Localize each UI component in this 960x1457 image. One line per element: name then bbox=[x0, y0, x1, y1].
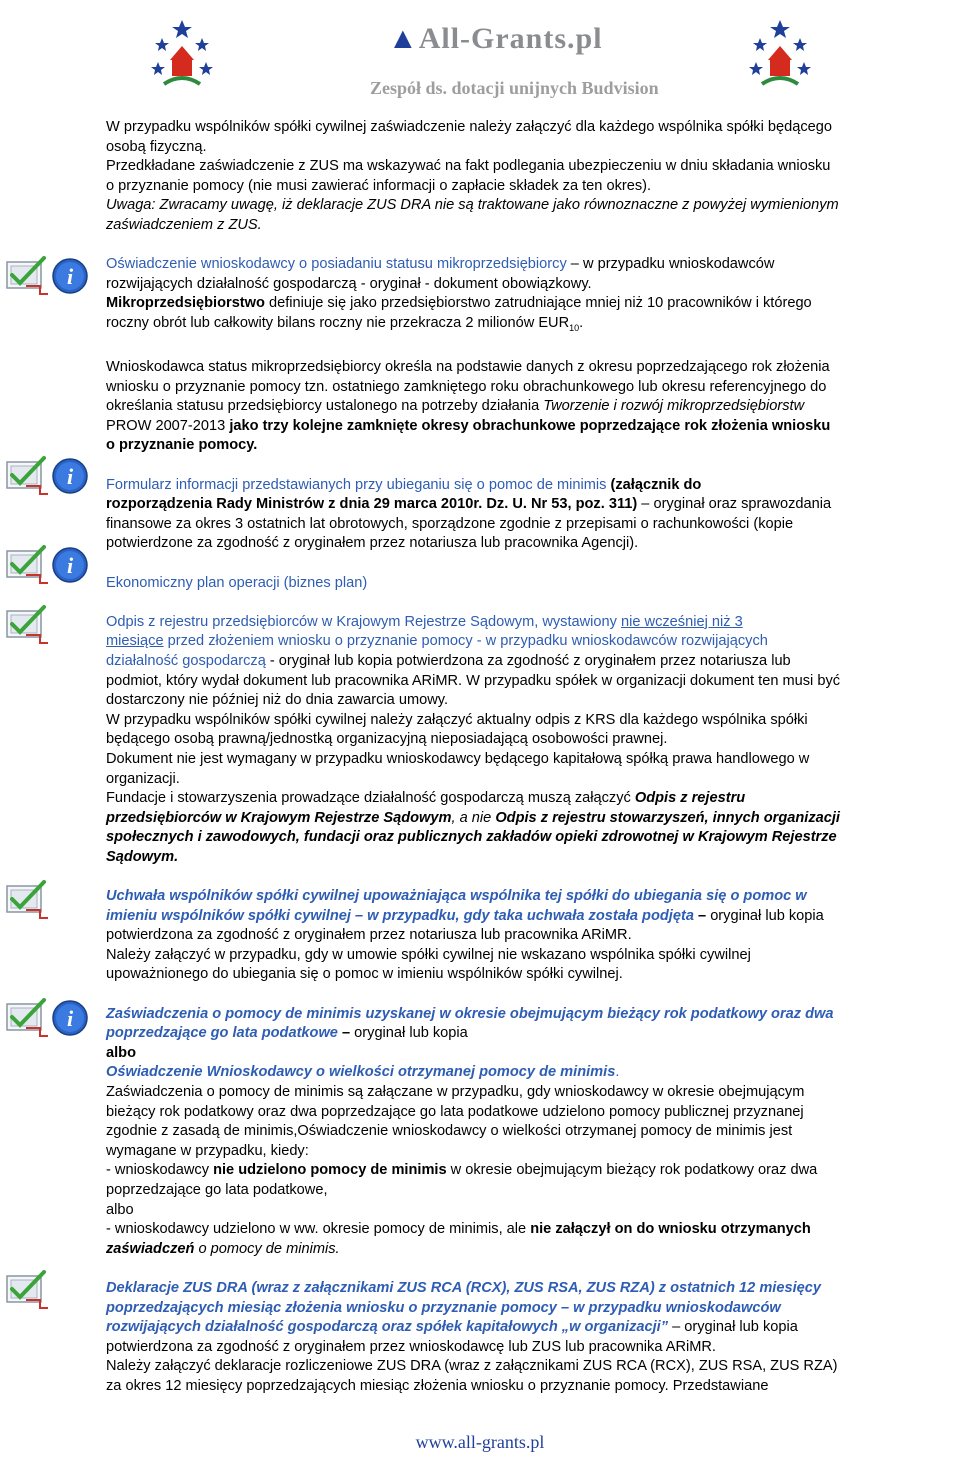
text-span: w przypadku wnioskodawców bbox=[582, 256, 775, 273]
text-span: oryginał lub kopia bbox=[710, 907, 824, 924]
text-line: Należy załączyć deklaracje rozliczeniowe ZUS DRA (wraz z załącznikami ZUS RCA (RCX), ZUS RSA, ZUS RZA) bbox=[106, 1358, 838, 1375]
text-line: albo bbox=[106, 1201, 134, 1218]
business-plan-block bbox=[106, 574, 960, 594]
text-line: Wnioskodawca status mikroprzedsiębiorcy określa na podstawie danych z okresu poprzedzającego rok złożenia bbox=[106, 359, 830, 376]
text-line: W przypadku wspólników spółki cywilnej zaświadczenie należy załączyć dla każdego wspólnika spółki będącego bbox=[106, 119, 832, 135]
text-span: – bbox=[693, 907, 711, 924]
section-title: Odpis z rejestru przedsiębiorców w Krajowym Rejestrze Sądowym bbox=[106, 613, 535, 630]
text-line: potwierdzone za zgodność z oryginałem przez notariusza lub pracownika Agencji). bbox=[106, 535, 639, 552]
bold-italic-span: Odpis z rejestru bbox=[634, 790, 746, 807]
underlined-span: miesiące bbox=[106, 633, 164, 650]
section-title: poprzedzające go lata podatkowe bbox=[106, 1025, 338, 1042]
info-icon bbox=[52, 258, 90, 296]
section-title: Formularz informacji przedstawianych przy ubieganiu się o pomoc de minimis bbox=[106, 476, 607, 493]
text-line: o przyznanie pomocy (nie musi zawierać informacji o zapłacie składek za ten okres). bbox=[106, 177, 652, 194]
text-line: Dokument nie jest wymagany w przypadku wnioskodawcy będącego kapitałową spółką prawa handlowego w bbox=[106, 750, 810, 767]
page-header bbox=[0, 0, 960, 110]
text-line: albo bbox=[106, 1044, 136, 1061]
text-span: – oryginał lub kopia bbox=[668, 1319, 798, 1336]
note-line: Uwaga: Zwracamy uwagę, iż deklaracje ZUS DRA nie są traktowane jako równoznaczne z powyżej wymienionym bbox=[106, 197, 839, 214]
underlined-span: nie wcześniej niż 3 bbox=[621, 613, 743, 630]
text-line: potwierdzona za zgodność z oryginałem przez wnioskodawcę lub ZUS lub pracownika ARiMR. bbox=[106, 1338, 716, 1355]
de-minimis-form-block bbox=[106, 476, 960, 554]
text-line: finansowe za okres 3 ostatnich lat obrotowych, sporządzone zgodnie z przepisami o rachunkowości (kopie bbox=[106, 515, 794, 532]
text-span: o pomocy de minimis. bbox=[194, 1240, 340, 1257]
text-span: – bbox=[337, 1025, 355, 1042]
text-span: oryginał lub kopia bbox=[354, 1025, 468, 1042]
text-line: osobą fizyczną. bbox=[106, 138, 207, 155]
checklist-icon bbox=[4, 880, 50, 922]
bold-span: nie udzielono pomocy de minimis bbox=[213, 1162, 447, 1179]
text-span: przed złożeniem wniosku o przyznanie pomocy - w przypadku wnioskodawców rozwijających bbox=[163, 633, 768, 650]
text-span: - oryginał lub kopia potwierdzona za zgodność z oryginałem przez notariusza lub bbox=[265, 652, 791, 669]
info-icon bbox=[52, 1000, 90, 1038]
text-span: - wnioskodawcy bbox=[106, 1162, 214, 1179]
krs-extract-block bbox=[106, 613, 960, 868]
section-title: Oświadczenie wnioskodawcy o posiadaniu statusu mikroprzedsiębiorcy bbox=[106, 256, 567, 273]
section-title: Oświadczenie Wnioskodawcy o wielkości otrzymanej pomocy de minimis bbox=[106, 1064, 616, 1081]
text-span: określania statusu przedsiębiorcy ustalonego na potrzeby działania bbox=[106, 398, 544, 415]
text-line: rozwijających działalność gospodarczą - oryginał - dokument obowiązkowy. bbox=[106, 275, 592, 292]
text-line: zgodnie z zasadą de minimis,Oświadczenie wnioskodawcy o wielkości otrzymanej pomocy de minimis jest bbox=[106, 1123, 793, 1140]
section-title: poprzedzających miesiąc złożenia wniosku o przyznanie pomocy – w przypadku wnioskodawców bbox=[106, 1299, 781, 1316]
text-line: Sądowym. bbox=[106, 848, 179, 865]
info-icon bbox=[52, 458, 90, 496]
text-line: o przyznanie pomocy. bbox=[106, 437, 258, 454]
checklist-icon bbox=[4, 456, 50, 498]
brand-logo: ▲All-Grants.pl bbox=[388, 22, 603, 55]
text-line: upoważnionego do ubiegania się o pomoc w imieniu wspólników spółki cywilnej. bbox=[106, 966, 623, 983]
text-line: Należy załączyć w przypadku, gdy w umowie spółki cywilnej nie wskazano wspólnika spółki cywilnej bbox=[106, 946, 751, 963]
checklist-icon bbox=[4, 545, 50, 587]
text-span: - wnioskodawcy udzielono w ww. okresie pomocy de minimis, ale bbox=[106, 1221, 531, 1238]
brand-subtitle: Zespół ds. dotacji unijnych Budvision bbox=[370, 78, 659, 98]
text-line: organizacji. bbox=[106, 770, 180, 787]
section-title: rozwijających działalność gospodarczą oraz spółek kapitałowych „w organizacji” bbox=[106, 1319, 669, 1336]
checklist-icon bbox=[4, 605, 50, 647]
micro-enterprise-block bbox=[106, 255, 960, 338]
text-line: poprzedzające go lata podatkowe, bbox=[106, 1181, 328, 1198]
bold-span: nie załączył on do wniosku otrzymanych bbox=[530, 1221, 811, 1238]
text-span: , wystawiony bbox=[534, 613, 622, 630]
partners-resolution-block bbox=[106, 887, 960, 985]
section-title: Uchwała wspólników spółki cywilnej upoważniająca wspólnika tej spółki do ubiegania się o pomoc w bbox=[106, 888, 807, 905]
eu-emblem-left-icon bbox=[150, 14, 214, 92]
text-line: bieżący rok podatkowy oraz dwa poprzedzające go lata podatkowe udzielono pomocy publicznej przyznanej bbox=[106, 1103, 804, 1120]
bold-italic-span: Odpis z rejestru stowarzyszeń, innych organizacji bbox=[495, 809, 840, 826]
text-span: . bbox=[615, 1064, 620, 1081]
text-line: Zaświadczenia o pomocy de minimis są załączane w przypadku, gdy wnioskodawcy w okresie obejmującym bbox=[106, 1084, 805, 1100]
checklist-icon bbox=[4, 998, 50, 1040]
footer-url[interactable]: www.all-grants.pl bbox=[415, 1432, 545, 1452]
text-span: . bbox=[579, 314, 584, 331]
eu-emblem-right-icon bbox=[748, 14, 812, 92]
text-line: potwierdzona za zgodność z oryginałem przez notariusza lub pracownika ARiMR. bbox=[106, 927, 632, 944]
checklist-icon bbox=[4, 1270, 50, 1312]
text-line: społecznych i zawodowych, fundacji oraz publicznych zakładów opieki zdrowotnej w Krajowym Rejestrze bbox=[106, 829, 837, 846]
footnote-ref: 10 bbox=[569, 322, 580, 333]
status-determination-block bbox=[106, 358, 960, 456]
section-title: Zaświadczenia o pomocy de minimis uzyskanej w okresie obejmującym bieżący rok podatkowy oraz dwa bbox=[106, 1005, 834, 1022]
program-name: Tworzenie i rozwój mikroprzedsiębiorstw bbox=[543, 398, 805, 415]
bold-span: (załącznik do bbox=[606, 476, 702, 493]
text-line: podmiot, który wydał dokument lub pracownika ARiMR. W przypadku spółek w organizacji dokument ten musi być bbox=[106, 672, 841, 689]
text-span: w okresie obejmującym bieżący rok podatkowy oraz dwa bbox=[446, 1162, 818, 1179]
info-icon bbox=[52, 547, 90, 585]
zus-certificate-block bbox=[106, 118, 960, 236]
checklist-icon bbox=[4, 256, 50, 298]
note-line: zaświadczeniem z ZUS. bbox=[106, 216, 262, 233]
text-line: za okres 12 miesięcy poprzedzających miesiąc złożenia wniosku o przyznanie pomocy. Przedstawiane bbox=[106, 1377, 769, 1394]
text-line: W przypadku wspólników spółki cywilnej należy załączyć aktualny odpis z KRS dla każdego wspólnika spółki bbox=[106, 711, 808, 728]
zus-dra-block bbox=[106, 1279, 960, 1397]
text-line: będącego osobą prawną/jednostką organizacyjną nieposiadającą osobowości prawnej. bbox=[106, 731, 668, 748]
text-line: wniosku o przyznanie pomocy tzn. ostatniego zamkniętego roku obrachunkowego lub okresu referencyjnego do bbox=[106, 378, 827, 395]
bold-italic-span: zaświadczeń bbox=[106, 1240, 195, 1257]
bold-term: Mikroprzedsiębiorstwo bbox=[106, 295, 265, 312]
text-span: Fundacje i stowarzyszenia prowadzące działalność gospodarczą muszą załączyć bbox=[106, 790, 635, 807]
section-title: (biznes plan) bbox=[283, 574, 368, 591]
bold-span: rozporządzenia Rady Ministrów z dnia 29 marca 2010r. Dz. U. Nr 53, poz. 311) bbox=[106, 496, 638, 513]
bold-span: jako trzy kolejne zamknięte okresy obrachunkowe poprzedzające rok złożenia wniosku bbox=[229, 417, 831, 434]
text-span: działalność gospodarczą bbox=[106, 652, 266, 669]
text-span: definiuje się jako przedsiębiorstwo zatrudniające mniej niż 10 pracowników i którego bbox=[264, 295, 812, 312]
section-title: Ekonomiczny plan operacji bbox=[106, 574, 284, 591]
text-span: – oryginał oraz sprawozdania bbox=[637, 496, 832, 513]
text-line: dostarczony nie później niż do dnia zawarcia umowy. bbox=[106, 692, 449, 709]
text-span: PROW 2007-2013 bbox=[106, 417, 230, 434]
text-line: wymagane w przypadku, kiedy: bbox=[106, 1142, 309, 1159]
document-body bbox=[106, 118, 960, 1397]
text-span: – bbox=[566, 256, 583, 273]
de-minimis-certificates-block bbox=[106, 1005, 960, 1260]
section-title: imieniu wspólników spółki cywilnej – w przypadku, gdy taka uchwała została podjęta bbox=[106, 907, 694, 924]
bold-italic-span: przedsiębiorców w Krajowym Rejestrze Sądowym bbox=[106, 809, 452, 826]
text-span: roczny obrót lub całkowity bilans roczny nie przekracza 2 milionów EUR bbox=[106, 314, 570, 331]
text-line: Przedkładane zaświadczenie z ZUS ma wskazywać na fakt podlegania ubezpieczeniu w dniu składania wniosku bbox=[106, 158, 831, 175]
section-title: Deklaracje ZUS DRA (wraz z załącznikami ZUS RCA (RCX), ZUS RSA, ZUS RZA) z ostatnich 12 miesięcy bbox=[106, 1279, 822, 1296]
text-span: , a nie bbox=[451, 809, 496, 826]
